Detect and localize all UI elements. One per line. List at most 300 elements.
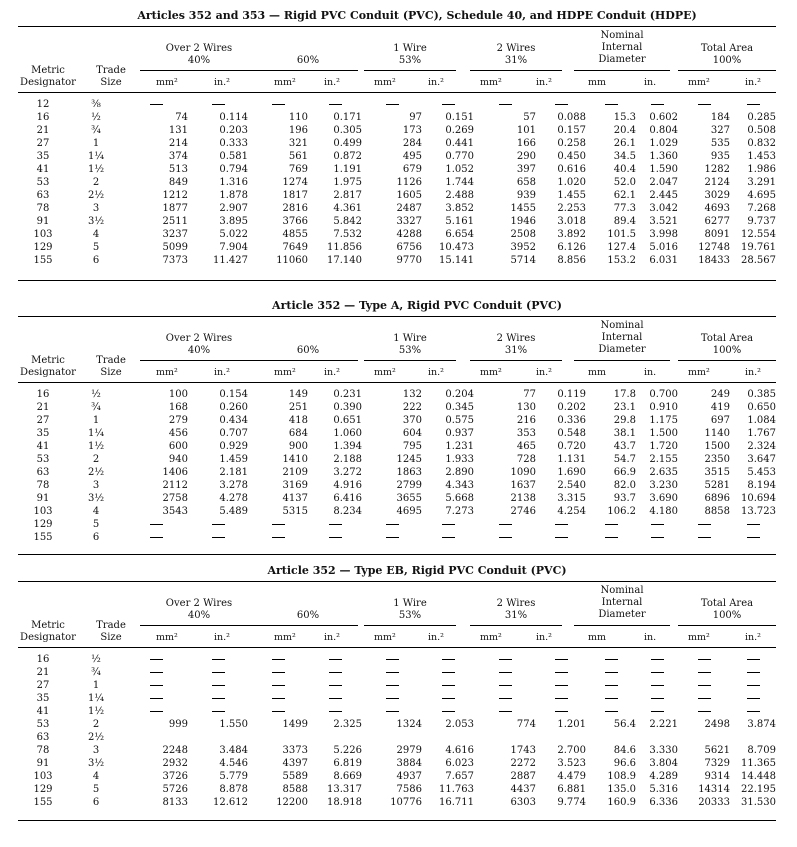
table-cell: 12.554 <box>741 229 776 240</box>
table-cell: 3.521 <box>649 216 678 227</box>
table-cell <box>308 666 362 679</box>
table-cell: 513 <box>168 164 188 175</box>
table-cell: 2979 <box>396 745 422 756</box>
dash-mark <box>442 659 455 660</box>
table-cell: 5 <box>92 242 100 253</box>
table-cell: 535 <box>710 138 730 149</box>
dash-mark <box>747 711 760 712</box>
group-rule <box>678 625 776 626</box>
header-label: Total Area <box>700 43 754 54</box>
table-cell: 8091 <box>704 229 730 240</box>
table-cell: 17.140 <box>327 255 362 266</box>
table-cell: 153.2 <box>607 255 636 266</box>
table-cell: 101.5 <box>607 229 636 240</box>
table-cell: 78 <box>36 745 50 756</box>
table-cell: 3.272 <box>333 467 362 478</box>
table-cell: 0.508 <box>747 125 776 136</box>
dash-mark <box>747 659 760 660</box>
unit-label: in.² <box>536 632 552 643</box>
table-row <box>18 453 776 466</box>
table-row <box>18 770 776 783</box>
table-cell <box>188 692 248 705</box>
table-cell: 3.523 <box>557 758 586 769</box>
table-cell: 5.161 <box>445 216 474 227</box>
table-row <box>18 757 776 770</box>
table-cell: 3.315 <box>557 493 586 504</box>
table-cell: 97 <box>409 112 422 123</box>
table-cell <box>362 531 422 544</box>
table-row <box>18 440 776 453</box>
table-cell: 6896 <box>704 493 730 504</box>
table-cell: 6.336 <box>649 797 678 808</box>
dash-mark <box>272 537 285 538</box>
header-label: Size <box>100 367 122 378</box>
table-cell: 418 <box>288 415 308 426</box>
table-cell: 160.9 <box>607 797 636 808</box>
table-cell: 82.0 <box>613 480 636 491</box>
dash-mark <box>555 685 568 686</box>
data-table <box>18 653 776 809</box>
table-cell: 2.817 <box>333 190 362 201</box>
col-metric-header <box>18 620 78 644</box>
table-cell: 4.254 <box>557 506 586 517</box>
unit-label: mm² <box>374 632 396 643</box>
dash-mark <box>698 672 711 673</box>
header-label: Size <box>100 632 122 643</box>
table-cell: 0.088 <box>557 112 586 123</box>
table-cell <box>730 653 776 666</box>
table-cell: 2487 <box>396 203 422 214</box>
table-cell: 561 <box>288 151 308 162</box>
table-cell: 2.445 <box>649 190 678 201</box>
table-cell: 0.700 <box>649 389 678 400</box>
table-cell: 3237 <box>162 229 188 240</box>
dash-mark <box>698 659 711 660</box>
table-cell: 1.131 <box>557 454 586 465</box>
table-cell: 1.767 <box>747 428 776 439</box>
unit-label: mm² <box>688 632 710 643</box>
table-cell: 4937 <box>396 771 422 782</box>
table-cell <box>678 679 730 692</box>
header-label: Trade <box>96 65 126 76</box>
table-cell <box>636 731 678 744</box>
table-cell <box>586 666 636 679</box>
table-cell: 1499 <box>282 719 308 730</box>
table-cell <box>308 518 362 531</box>
table-cell <box>124 692 188 705</box>
table-cell: 6277 <box>704 216 730 227</box>
table-cell: 3.690 <box>649 493 678 504</box>
table-cell: 103 <box>33 771 53 782</box>
table-cell <box>586 692 636 705</box>
table-row <box>18 531 776 544</box>
unit-label: in.² <box>324 367 340 378</box>
group-rule <box>574 360 670 361</box>
table-cell: ¾ <box>91 667 101 678</box>
col-trade-header <box>86 620 136 644</box>
header-label: 31% <box>504 345 528 356</box>
unit-label: in. <box>644 367 657 378</box>
table-cell: 3655 <box>396 493 422 504</box>
table-cell: 1.690 <box>557 467 586 478</box>
dash-mark <box>386 672 399 673</box>
table-cell <box>730 518 776 531</box>
table-cell: 8.856 <box>557 255 586 266</box>
table-cell <box>188 731 248 744</box>
table-cell: 8.234 <box>333 506 362 517</box>
header-label: 2 Wires <box>496 333 536 344</box>
dash-mark <box>150 524 163 525</box>
bottom-rule <box>18 280 776 281</box>
table-cell: 5726 <box>162 784 188 795</box>
table-cell: 1245 <box>396 454 422 465</box>
table-cell: 0.231 <box>333 389 362 400</box>
table-cell: 41 <box>36 164 50 175</box>
table-cell: 600 <box>168 441 188 452</box>
table-cell: 1274 <box>282 177 308 188</box>
header-label: 1 Wire <box>393 333 427 344</box>
table-cell: 5 <box>92 784 100 795</box>
col-nominal-header <box>574 585 670 621</box>
table-cell: 2.053 <box>445 719 474 730</box>
table-cell <box>586 653 636 666</box>
dash-mark <box>499 524 512 525</box>
dash-mark <box>150 711 163 712</box>
table-cell: 8.709 <box>747 745 776 756</box>
table-cell <box>536 98 586 111</box>
table-cell: 18.918 <box>327 797 362 808</box>
table-cell: 3.804 <box>649 758 678 769</box>
table-cell: 5.842 <box>333 216 362 227</box>
table-cell: 19.761 <box>741 242 776 253</box>
table-cell: 3.998 <box>649 229 678 240</box>
table-cell <box>124 731 188 744</box>
unit-label: in.² <box>536 77 552 88</box>
table-cell: 0.333 <box>219 138 248 149</box>
table-row <box>18 505 776 518</box>
dash-mark <box>555 537 568 538</box>
col-trade-header <box>86 355 136 379</box>
table-cell <box>474 518 536 531</box>
header-rule <box>18 92 776 93</box>
header-label: 60% <box>296 610 320 621</box>
header-label: Over 2 Wires <box>165 43 233 54</box>
header-label: 2 Wires <box>496 598 536 609</box>
header-label: 53% <box>398 55 422 66</box>
header-label: Nominal <box>600 30 644 41</box>
table-cell: 0.151 <box>445 112 474 123</box>
table-cell: 31.530 <box>741 797 776 808</box>
table-cell: 14314 <box>698 784 730 795</box>
table-cell: 2932 <box>162 758 188 769</box>
table-cell: 1 <box>92 415 100 426</box>
table-cell: 1.550 <box>219 719 248 730</box>
table-cell: 1 <box>92 680 100 691</box>
table-cell: 3.291 <box>747 177 776 188</box>
table-cell: 999 <box>168 719 188 730</box>
col-2wires-header <box>470 333 562 357</box>
table-cell: 5714 <box>510 255 536 266</box>
table-cell: 2508 <box>510 229 536 240</box>
table-cell <box>362 679 422 692</box>
table-cell: 7.532 <box>333 229 362 240</box>
group-rule <box>140 625 258 626</box>
table-row <box>18 466 776 479</box>
table-cell <box>474 705 536 718</box>
table-cell <box>248 653 308 666</box>
table-cell: 155 <box>33 255 53 266</box>
table-row <box>18 215 776 228</box>
dash-mark <box>442 537 455 538</box>
dash-mark <box>698 524 711 525</box>
table-cell: 3.852 <box>445 203 474 214</box>
table-cell: 74 <box>175 112 188 123</box>
table-cell: 0.390 <box>333 402 362 413</box>
header-label: 100% <box>712 345 742 356</box>
table-cell: 3.874 <box>747 719 776 730</box>
table-cell <box>422 666 474 679</box>
table-cell: 3 <box>92 745 100 756</box>
table-title: Article 352 — Type EB, Rigid PVC Conduit (PVC) <box>267 564 567 577</box>
table-cell: 12 <box>36 99 50 110</box>
dash-mark <box>272 524 285 525</box>
table-cell <box>188 666 248 679</box>
table-cell: 15.3 <box>613 112 636 123</box>
table-cell <box>124 98 188 111</box>
dash-mark <box>442 685 455 686</box>
top-rule <box>18 316 776 317</box>
dash-mark <box>442 711 455 712</box>
table-row <box>18 150 776 163</box>
dash-mark <box>442 672 455 673</box>
table-cell: 2½ <box>87 732 105 743</box>
col-1wire-header <box>364 598 456 622</box>
table-row <box>18 414 776 427</box>
group-rule <box>364 70 456 71</box>
table-cell: 1877 <box>162 203 188 214</box>
group-rule <box>470 70 562 71</box>
table-cell <box>636 653 678 666</box>
table-cell <box>636 679 678 692</box>
table-cell: 17.8 <box>613 389 636 400</box>
table-cell <box>362 653 422 666</box>
unit-label: in.² <box>536 367 552 378</box>
group-rule <box>140 360 258 361</box>
header-label: 40% <box>187 55 211 66</box>
table-cell <box>536 692 586 705</box>
unit-label: in. <box>644 77 657 88</box>
table-cell: 7.657 <box>445 771 474 782</box>
table-cell: 0.910 <box>649 402 678 413</box>
table-cell: 5621 <box>704 745 730 756</box>
table-cell: 2.890 <box>445 467 474 478</box>
group-rule <box>258 360 358 361</box>
table-cell: 129 <box>33 784 53 795</box>
table-cell: 465 <box>516 441 536 452</box>
table-cell <box>636 666 678 679</box>
table-cell: 7649 <box>282 242 308 253</box>
unit-label: mm² <box>688 367 710 378</box>
table-cell: 23.1 <box>613 402 636 413</box>
table-cell <box>308 679 362 692</box>
table-row <box>18 783 776 796</box>
table-cell <box>308 692 362 705</box>
table-cell: 0.441 <box>445 138 474 149</box>
table-cell: 0.499 <box>333 138 362 149</box>
table-cell: 774 <box>516 719 536 730</box>
table-cell: 3.230 <box>649 480 678 491</box>
header-label: 53% <box>398 610 422 621</box>
col-metric-header <box>18 65 78 89</box>
table-row <box>18 666 776 679</box>
table-cell: 2.253 <box>557 203 586 214</box>
table-cell: 2½ <box>87 190 105 201</box>
header-label: 2 Wires <box>496 43 536 54</box>
unit-label: mm² <box>156 367 178 378</box>
table-cell: 43.7 <box>613 441 636 452</box>
table-cell: 0.269 <box>445 125 474 136</box>
unit-label: in. <box>644 632 657 643</box>
table-cell: ½ <box>91 112 101 123</box>
unit-label: mm² <box>156 632 178 643</box>
table-cell: 7586 <box>396 784 422 795</box>
table-cell: 1.316 <box>219 177 248 188</box>
table-cell <box>248 705 308 718</box>
table-cell: 3.895 <box>219 216 248 227</box>
group-rule <box>364 360 456 361</box>
table-cell: 66.9 <box>613 467 636 478</box>
header-label: 1 Wire <box>393 598 427 609</box>
table-cell: 849 <box>168 177 188 188</box>
table-cell: 103 <box>33 506 53 517</box>
table-cell: 38.1 <box>613 428 636 439</box>
dash-mark <box>329 685 342 686</box>
table-cell <box>308 653 362 666</box>
table-cell <box>586 98 636 111</box>
table-cell: 15.141 <box>439 255 474 266</box>
table-title: Article 352 — Type A, Rigid PVC Conduit (PVC) <box>272 299 562 312</box>
table-cell: 3½ <box>87 493 105 504</box>
table-cell: 2124 <box>704 177 730 188</box>
table-cell: 3029 <box>704 190 730 201</box>
table-row <box>18 228 776 241</box>
top-rule <box>18 26 776 27</box>
table-cell: 12.612 <box>213 797 248 808</box>
table-cell: 940 <box>168 454 188 465</box>
table-cell: 5 <box>92 519 100 530</box>
table-cell: ½ <box>91 654 101 665</box>
table-cell <box>586 705 636 718</box>
table-cell: 53 <box>36 177 50 188</box>
table-cell <box>248 666 308 679</box>
table-cell <box>678 653 730 666</box>
table-cell: 397 <box>516 164 536 175</box>
table-cell: 0.203 <box>219 125 248 136</box>
dash-mark <box>698 537 711 538</box>
table-row <box>18 518 776 531</box>
table-cell: 4.343 <box>445 480 474 491</box>
table-cell: 321 <box>288 138 308 149</box>
table-cell: 2248 <box>162 745 188 756</box>
table-cell: 1.455 <box>557 190 586 201</box>
table-cell <box>308 531 362 544</box>
table-cell: 1946 <box>510 216 536 227</box>
table-cell: 27 <box>36 680 50 691</box>
header-label: 31% <box>504 610 528 621</box>
header-label: Internal <box>601 42 643 53</box>
table-cell: 3.018 <box>557 216 586 227</box>
data-table <box>18 388 776 544</box>
table-cell: 0.305 <box>333 125 362 136</box>
dash-mark <box>605 104 618 105</box>
dash-mark <box>212 698 225 699</box>
table-cell <box>536 705 586 718</box>
table-cell <box>422 98 474 111</box>
table-cell: 697 <box>710 415 730 426</box>
table-cell: 21 <box>36 402 50 413</box>
table-cell <box>188 705 248 718</box>
dash-mark <box>386 537 399 538</box>
dash-mark <box>212 672 225 673</box>
table-cell <box>678 98 730 111</box>
group-rule <box>678 70 776 71</box>
header-label: 60% <box>296 345 320 356</box>
dash-mark <box>499 711 512 712</box>
header-label: Size <box>100 77 122 88</box>
dash-mark <box>698 685 711 686</box>
table-cell: 0.154 <box>219 389 248 400</box>
table-cell: 27 <box>36 415 50 426</box>
table-cell: 3 <box>92 203 100 214</box>
unit-label: in.² <box>745 632 761 643</box>
table-row <box>18 705 776 718</box>
table-cell: 41 <box>36 706 50 717</box>
table-cell: 16.711 <box>439 797 474 808</box>
table-cell: 100 <box>168 389 188 400</box>
table-cell: 0.434 <box>219 415 248 426</box>
header-label: 100% <box>712 55 742 66</box>
table-cell: 18433 <box>698 255 730 266</box>
table-cell <box>730 679 776 692</box>
table-row <box>18 98 776 111</box>
table-cell <box>362 518 422 531</box>
dash-mark <box>329 659 342 660</box>
table-cell: 131 <box>168 125 188 136</box>
table-cell: 13.723 <box>741 506 776 517</box>
table-row <box>18 202 776 215</box>
table-cell: 4.361 <box>333 203 362 214</box>
dash-mark <box>698 104 711 105</box>
table-cell: 679 <box>402 164 422 175</box>
table-cell: 135.0 <box>607 784 636 795</box>
table-row <box>18 731 776 744</box>
table-cell <box>362 692 422 705</box>
dash-mark <box>555 524 568 525</box>
table-cell: 1.060 <box>333 428 362 439</box>
table-cell: 4.695 <box>747 190 776 201</box>
group-rule <box>574 70 670 71</box>
table-cell <box>188 531 248 544</box>
table-cell: 0.450 <box>557 151 586 162</box>
table-cell: 1¼ <box>87 428 105 439</box>
table-cell: 0.720 <box>557 441 586 452</box>
header-label: Trade <box>96 620 126 631</box>
col-trade-header <box>86 65 136 89</box>
table-cell: 1324 <box>396 719 422 730</box>
table-cell: 1743 <box>510 745 536 756</box>
dash-mark <box>651 698 664 699</box>
table-cell: 1.590 <box>649 164 678 175</box>
